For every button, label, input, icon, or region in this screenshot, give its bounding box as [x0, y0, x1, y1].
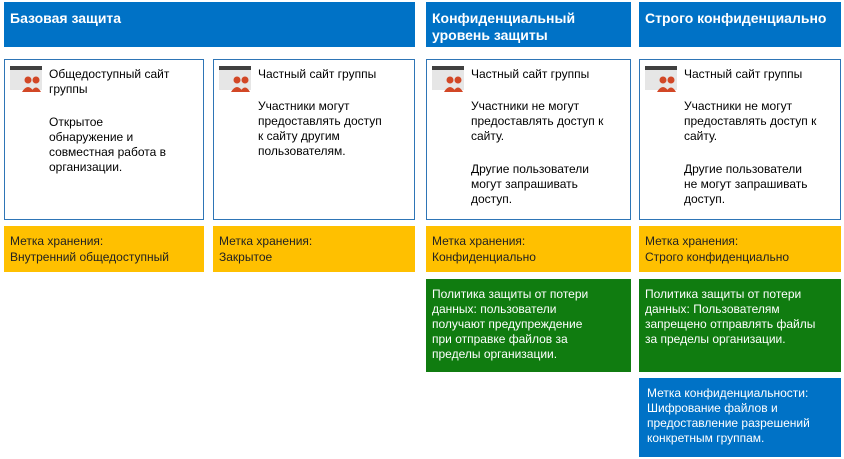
card-description-access: Другие пользователи могут запрашивать доступ. — [471, 162, 589, 206]
header-sensitive-protection: Конфиденциальный уровень защиты — [426, 2, 631, 47]
dlp-policy-highly: Политика защиты от потери данных: Пользователям запрещено отправлять файлы за пределы организации. — [639, 279, 841, 372]
team-site-icon — [645, 66, 677, 94]
card-title: Частный сайт группы — [471, 67, 590, 81]
card-description: Открытое обнаружение и совместная работа в организации. — [49, 115, 166, 174]
card-description-access: Другие пользователи не могут запрашивать доступ. — [684, 162, 808, 206]
card-description: Участники не могут предоставлять доступ к сайту. — [471, 99, 604, 143]
retention-label-public: Метка хранения: Внутренний общедоступный — [4, 226, 204, 272]
card-description: Участники могут предоставлять доступ к сайту другим пользователям. — [258, 99, 382, 158]
card-private-team-site-sensitive — [426, 59, 631, 220]
card-title: Частный сайт группы — [258, 67, 377, 81]
team-site-icon — [219, 66, 251, 94]
dlp-policy-sensitive: Политика защиты от потери данных: пользователи получают предупреждение при отправке файлов за пределы организации. — [426, 279, 631, 372]
card-description: Участники не могут предоставлять доступ к сайту. — [684, 99, 817, 143]
sensitivity-label-box: Метка конфиденциальности: Шифрование файлов и предоставление разрешений конкретным группам. — [639, 378, 841, 457]
retention-label-confidential: Метка хранения: Конфиденциально — [426, 226, 631, 272]
header-highly-confidential: Строго конфиденциально — [639, 2, 841, 47]
card-private-team-site-highly — [639, 59, 841, 220]
card-title: Частный сайт группы — [684, 67, 803, 81]
team-site-icon — [432, 66, 464, 94]
card-private-team-site-basic — [213, 59, 415, 220]
team-site-icon — [10, 66, 42, 94]
card-public-team-site — [4, 59, 204, 220]
card-title: Общедоступный сайт группы — [49, 67, 170, 96]
retention-label-highly-confidential: Метка хранения: Строго конфиденциально — [639, 226, 841, 272]
retention-label-private: Метка хранения: Закрытое — [213, 226, 415, 272]
header-basic-protection: Базовая защита — [4, 2, 415, 47]
